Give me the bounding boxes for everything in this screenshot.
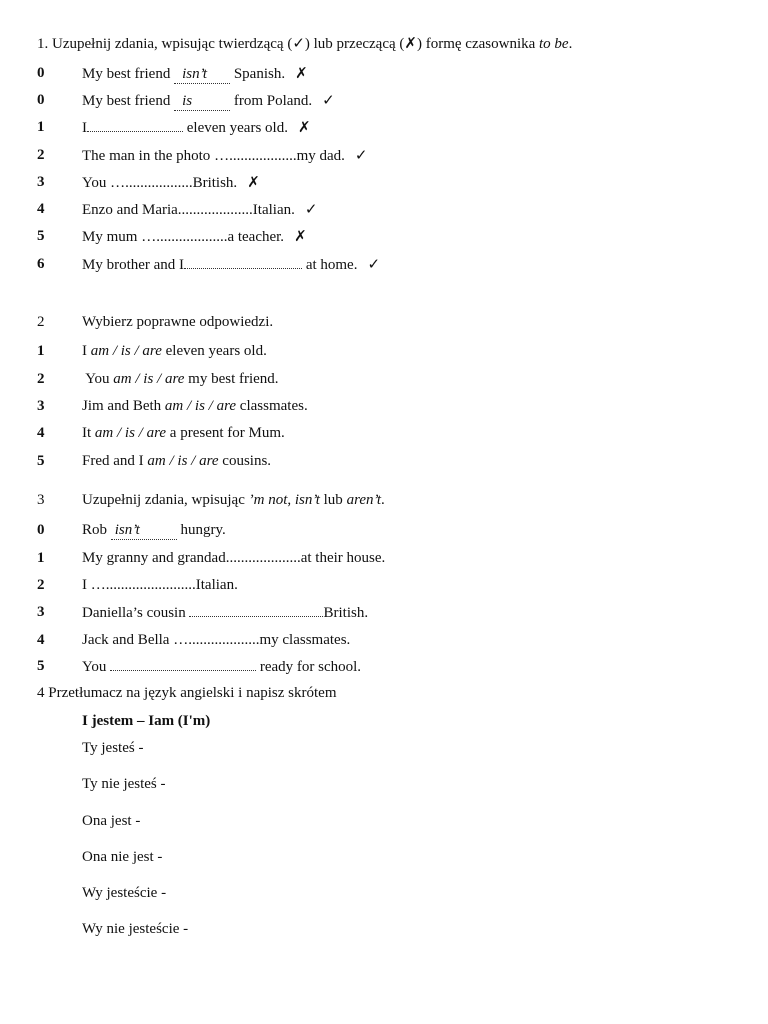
item-text: Rob (82, 522, 111, 538)
check-icon: ✓ (367, 255, 381, 273)
exercise-4-title: 4 Przetłumacz na język angielski i napisz skrótem (37, 685, 337, 701)
answer-blank[interactable] (189, 603, 323, 617)
item-text: Spanish. (230, 66, 286, 82)
exercise-4-item[interactable]: Wy nie jesteście - (82, 921, 189, 937)
item-text: ready for school. (256, 659, 362, 675)
item-text: I (82, 343, 91, 359)
item-text: My best friend (82, 93, 175, 109)
item-number: 6 (37, 256, 45, 272)
answer-options[interactable]: am / is / are (94, 425, 167, 441)
check-icon: ✓ (304, 200, 318, 218)
exercise-3-option: aren’t (346, 492, 382, 508)
exercise-1-title-end: . (568, 36, 573, 52)
exercise-4-item[interactable]: Ona jest - (82, 813, 141, 829)
answer-blank[interactable] (87, 118, 183, 132)
cross-icon: ✗ (294, 227, 307, 245)
item-text: my classmates. (259, 632, 351, 648)
item-text: classmates. (236, 398, 308, 414)
exercise-4-example: I jestem – Iam (I'm) (82, 713, 211, 729)
exercise-1-title-text-3: ) formę czasownika (416, 36, 540, 52)
answer-blank[interactable]: …................... (173, 632, 260, 648)
item-number: 5 (37, 228, 45, 244)
exercise-4-item[interactable]: Wy jesteście - (82, 885, 167, 901)
exercise-number: 3 (37, 492, 45, 508)
item-text: You (82, 659, 111, 675)
item-text: My granny and grandad (82, 550, 226, 566)
item-text: at their house. (300, 550, 386, 566)
item-number: 2 (37, 577, 45, 593)
item-text: my best friend. (184, 371, 279, 387)
item-text: It (82, 425, 95, 441)
answer-blank[interactable] (184, 255, 302, 269)
item-text: from Poland. (230, 93, 313, 109)
answer-blank[interactable]: …........................ (90, 577, 196, 593)
cross-icon: ✗ (295, 64, 308, 82)
answer-blank[interactable] (110, 657, 256, 671)
item-text: You (82, 175, 111, 191)
exercise-2-title-text: Wybierz poprawne odpowiedzi. (82, 314, 274, 330)
item-number: 1 (37, 550, 45, 566)
answer-blank[interactable]: ….................. (110, 175, 193, 191)
exercise-3-title-text: Uzupełnij zdania, wpisując (82, 492, 249, 508)
check-icon: ✓ (292, 34, 305, 52)
exercise-3-title-text-2: lub (319, 492, 347, 508)
exercise-3-option: ’m not (248, 492, 288, 508)
item-text: a present for Mum. (166, 425, 285, 441)
item-number: 1 (37, 343, 45, 359)
exercise-4-item[interactable]: Ty nie jesteś - (82, 776, 166, 792)
item-number: 0 (37, 65, 45, 81)
answer-options[interactable]: am / is / are (113, 371, 185, 387)
item-text: British. (323, 605, 369, 621)
exercise-1-title-verb: to be (539, 36, 569, 52)
item-text: Italian. (195, 577, 238, 593)
answer-blank[interactable]: .................... (177, 202, 253, 218)
answer-blank[interactable]: isn’t (111, 521, 177, 540)
item-text: at home. (302, 257, 358, 273)
item-number: 1 (37, 119, 45, 135)
check-icon: ✓ (322, 91, 335, 109)
item-text: my dad. (296, 148, 345, 164)
item-number: 3 (37, 604, 45, 620)
item-text: The man in the photo (82, 148, 215, 164)
answer-blank[interactable]: isn’t (174, 65, 230, 84)
item-number: 0 (37, 92, 45, 108)
item-text: hungry. (176, 522, 226, 538)
exercise-number: 2 (37, 314, 45, 330)
answer-blank[interactable]: ….................. (214, 148, 297, 164)
item-text: You (82, 371, 114, 387)
item-text: Enzo and Maria (82, 202, 178, 218)
item-number: 4 (37, 632, 45, 648)
exercise-3-option: isn’t (294, 492, 320, 508)
item-number: 2 (37, 147, 45, 163)
exercise-4-item[interactable]: Ty jesteś - (82, 740, 144, 756)
answer-options[interactable]: am / is / are (90, 343, 162, 359)
item-text: British. (192, 175, 238, 191)
exercise-4-item[interactable]: Ona nie jest - (82, 849, 163, 865)
answer-blank[interactable]: is (174, 92, 230, 111)
item-number: 0 (37, 522, 45, 538)
cross-icon: ✗ (404, 34, 417, 52)
answer-blank[interactable]: .................... (225, 550, 301, 566)
item-text: eleven years old. (161, 343, 267, 359)
item-text: cousins. (218, 453, 272, 469)
item-number: 3 (37, 398, 45, 414)
item-text: a teacher. (227, 229, 285, 245)
item-number: 5 (37, 658, 45, 674)
item-text: Jim and Beth (82, 398, 165, 414)
answer-blank[interactable]: …................... (141, 229, 228, 245)
exercise-3-title-end: . (381, 492, 385, 508)
cross-icon: ✗ (297, 118, 311, 136)
item-number: 4 (37, 425, 45, 441)
item-text: Daniella’s cousin (82, 605, 190, 621)
item-text: eleven years old. (183, 120, 288, 136)
exercise-1-title (37, 34, 572, 53)
item-number: 4 (37, 201, 45, 217)
item-text: Jack and Bella (82, 632, 174, 648)
exercise-3-title-sep: , (287, 492, 295, 508)
item-text: Italian. (252, 202, 295, 218)
exercise-1-title-text: 1. Uzupełnij zdania, wpisując twierdzącą ( (37, 36, 293, 52)
answer-options[interactable]: am / is / are (164, 398, 237, 414)
item-text: I (82, 577, 91, 593)
cross-icon: ✗ (247, 173, 260, 191)
exercise-1-title-text-2: ) lub przeczącą ( (304, 36, 405, 52)
item-text: My mum (82, 229, 142, 245)
item-number: 3 (37, 174, 45, 190)
item-text: My best friend (82, 66, 175, 82)
item-text: Fred and I (82, 453, 148, 469)
item-number: 5 (37, 453, 45, 469)
answer-options[interactable]: am / is / are (147, 453, 219, 469)
item-text: My brother and I (82, 257, 185, 273)
item-number: 2 (37, 371, 45, 387)
item-text: I (82, 120, 87, 136)
check-icon: ✓ (354, 146, 368, 164)
